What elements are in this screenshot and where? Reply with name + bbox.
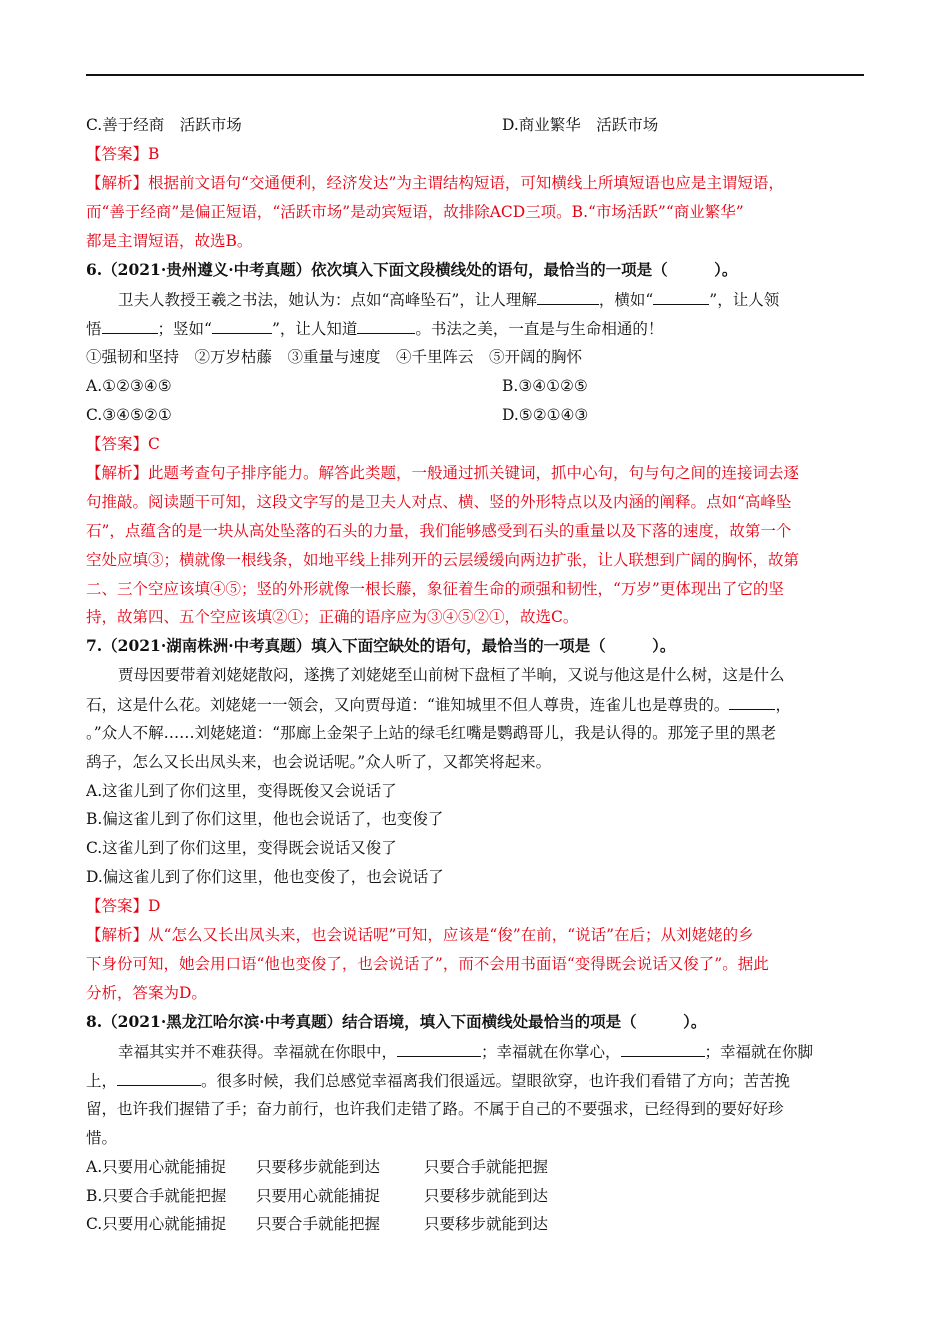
q8-passage-line: 留，也许我们握错了手；奋力前行，也许我们走错了路。不属于自己的不要强求，已经得到的要好好珍 bbox=[86, 1100, 784, 1118]
q8-title: 8.（2021·黑龙江哈尔滨·中考真题）结合语境，填入下面横线处最恰当的项是（ ）。 bbox=[86, 1012, 707, 1031]
prev-analysis-line: 都是主谓短语，故选B。 bbox=[86, 232, 253, 250]
q6-passage-line: 卫夫人教授王羲之书法，她认为：点如“高峰坠石”，让人理解 ，横如“ ”，让人领 bbox=[118, 288, 908, 311]
q7-answer bbox=[86, 895, 876, 917]
q6-passage-line: 悟 ；竖如“ ”，让人知道 。书法之美，一直是与生命相通的！ bbox=[86, 317, 876, 340]
q6-analysis-line: 【解析】此题考查句子排序能力。解答此类题，一般通过抓关键词，抓中心句，句与句之间的连接词去逐 bbox=[86, 464, 800, 482]
q8-option-c: C.只要用心就能捕捉 只要合手就能把握 只要移步就能到达 bbox=[86, 1215, 549, 1233]
option-d: D.商业繁华 活跃市场 bbox=[502, 116, 659, 134]
header-rule bbox=[86, 74, 864, 76]
answer-value: D bbox=[148, 897, 161, 915]
q8-option-b: B.只要合手就能把握 只要用心就能捕捉 只要移步就能到达 bbox=[86, 1187, 549, 1205]
option-c: C.③④⑤②① bbox=[86, 406, 172, 424]
option-c: C.善于经商 活跃市场 bbox=[86, 116, 242, 134]
q6-analysis-line: 句推敲。阅读题干可知，这段文字写的是卫夫人对点、横、竖的外形特点以及内涵的阐释。点如“高峰坠 bbox=[86, 493, 792, 511]
fill-blank bbox=[729, 693, 775, 710]
analysis-label: 【解析】 bbox=[86, 174, 149, 192]
q7-analysis-line: 分析，答案为D。 bbox=[86, 984, 207, 1002]
prev-analysis-line: 【解析】根据前文语句“交通便利，经济发达”为主谓结构短语，可知横线上所填短语也应是主谓短语， bbox=[86, 174, 784, 192]
prev-answer bbox=[86, 143, 876, 165]
q7-title: 7.（2021·湖南株洲·中考真题）填入下面空缺处的语句，最恰当的一项是（ ）。 bbox=[86, 636, 676, 655]
fill-blank bbox=[102, 317, 158, 334]
q6-analysis-line: 持，故第四、五个空应该填②①；正确的语序应为③④⑤②①，故选C。 bbox=[86, 608, 579, 626]
prev-options-row bbox=[86, 114, 876, 136]
analysis-label: 【解析】 bbox=[86, 464, 149, 482]
q8-passage-line: 上， 。很多时候，我们总感觉幸福离我们很遥远。望眼欲穿，也许我们看错了方向；苦苦挽 bbox=[86, 1069, 876, 1092]
option-d: D.⑤②①④③ bbox=[502, 406, 589, 424]
q7-analysis-line: 下身份可知，她会用口语“他也变俊了，也会说话了”，而不会用书面语“变得既会说话又俊了”。据此 bbox=[86, 955, 769, 973]
q7-option-b: B.偏这雀儿到了你们这里，他也会说话了，也变俊了 bbox=[86, 810, 444, 828]
option-b: B.③④①②⑤ bbox=[502, 377, 588, 395]
answer-value: C bbox=[148, 435, 160, 453]
q7-passage-line: 鸹子，怎么又长出凤头来，也会说话呢。”众人听了，又都笑将起来。 bbox=[86, 753, 552, 771]
option-a: A.①②③④⑤ bbox=[86, 377, 172, 395]
fill-blank bbox=[621, 1040, 705, 1057]
fill-blank bbox=[212, 317, 272, 334]
q8-option-a: A.只要用心就能捕捉 只要移步就能到达 只要合手就能把握 bbox=[86, 1158, 549, 1176]
q7-option-c: C.这雀儿到了你们这里，变得既会说话又俊了 bbox=[86, 839, 397, 857]
q7-passage-line: 石，这是什么花。刘姥姥一一领会，又向贾母道：“谁知城里不但人尊贵，连雀儿也是尊贵的。 ， bbox=[86, 693, 876, 716]
answer-label: 【答案】 bbox=[86, 435, 149, 453]
q6-analysis-line: 二、三个空应该填④⑤；竖的外形就像一根长藤，象征着生命的顽强和韧性，“万岁”更体现出了它的坚 bbox=[86, 580, 784, 598]
q7-analysis-line: 【解析】从“怎么又长出凤头来，也会说话呢”可知，应该是“俊”在前，“说话”在后；从刘姥姥的乡 bbox=[86, 926, 754, 944]
q6-options-row bbox=[86, 375, 876, 397]
q6-analysis-line: 空处应填③；横就像一根线条，如地平线上排列开的云层缓缓向两边扩张，让人联想到广阔的胸怀，故第 bbox=[86, 551, 800, 569]
q7-option-a: A.这雀儿到了你们这里，变得既俊又会说话了 bbox=[86, 782, 397, 800]
prev-analysis-line: 而“善于经商”是偏正短语，“活跃市场”是动宾短语，故排除ACD三项。B.“市场活跃”“商业繁华” bbox=[86, 203, 744, 221]
q8-passage-line: 惜。 bbox=[86, 1129, 118, 1147]
answer-value: B bbox=[148, 145, 160, 163]
q7-passage-line: 。”众人不解……刘姥姥道：“那廊上金架子上站的绿毛红嘴是鹦鹉哥儿，我是认得的。那笼子里的黑老 bbox=[86, 724, 777, 742]
q7-option-d: D.偏这雀儿到了你们这里，他也变俊了，也会说话了 bbox=[86, 868, 444, 886]
q7-passage-line: 贾母因要带着刘姥姥散闷，遂携了刘姥姥至山前树下盘桓了半晌，又说与他这是什么树，这是什么 bbox=[118, 666, 785, 684]
fill-blank bbox=[397, 1040, 481, 1057]
fill-blank bbox=[357, 317, 415, 334]
answer-label: 【答案】 bbox=[86, 145, 149, 163]
q6-item-list: ①强韧和坚持 ②万岁枯藤 ③重量与速度 ④千里阵云 ⑤开阔的胸怀 bbox=[86, 348, 583, 366]
q6-options-row bbox=[86, 404, 876, 426]
q8-passage-line: 幸福其实并不难获得。幸福就在你眼中， ；幸福就在你掌心， ；幸福就在你脚 bbox=[118, 1040, 908, 1063]
q6-analysis-line: 石”，点蕴含的是一块从高处坠落的石头的力量，我们能够感受到石头的重量以及下落的速度，故第一个 bbox=[86, 522, 792, 540]
fill-blank bbox=[653, 288, 709, 305]
q6-title: 6.（2021·贵州遵义·中考真题）依次填入下面文段横线处的语句，最恰当的一项是（ ）。 bbox=[86, 260, 738, 279]
analysis-label: 【解析】 bbox=[86, 926, 149, 944]
fill-blank bbox=[117, 1069, 201, 1086]
fill-blank bbox=[537, 288, 599, 305]
answer-label: 【答案】 bbox=[86, 897, 149, 915]
q6-answer bbox=[86, 433, 876, 455]
